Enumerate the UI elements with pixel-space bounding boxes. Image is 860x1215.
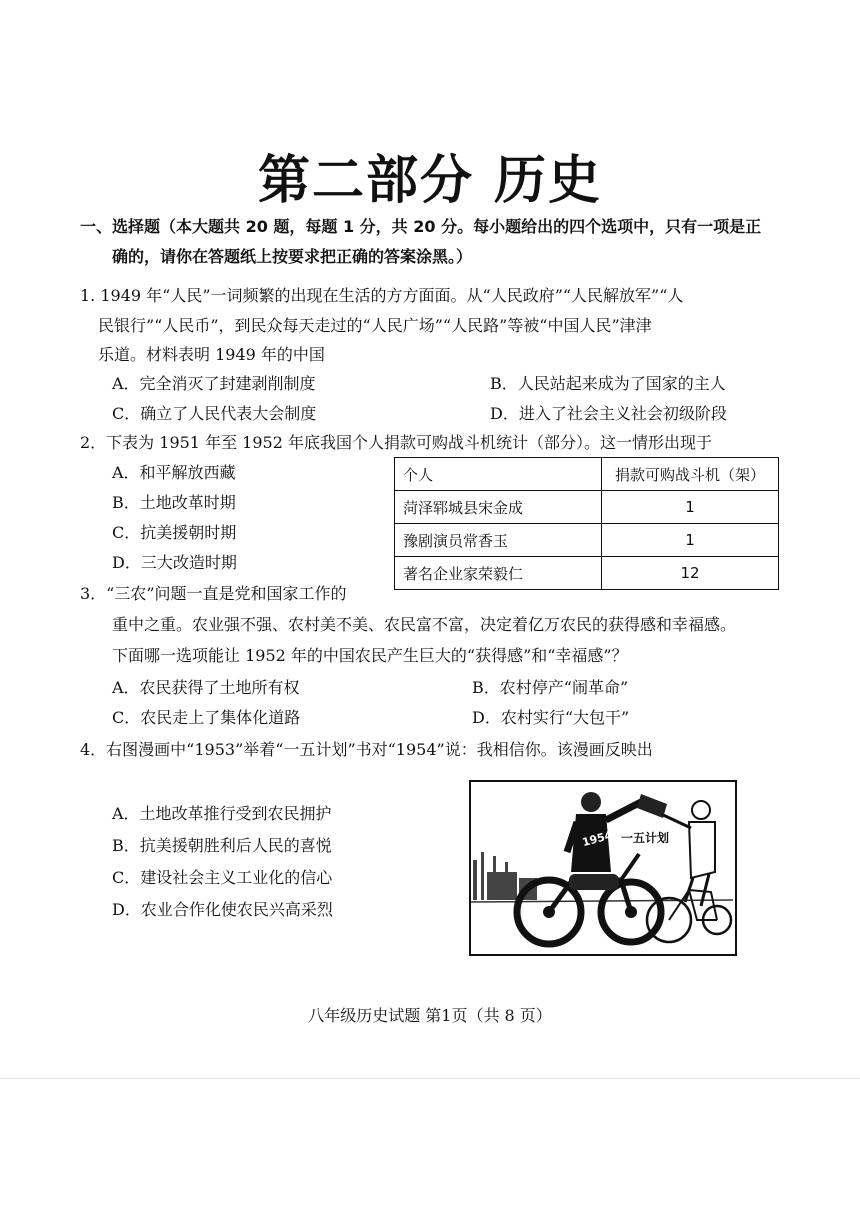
q3-option-b: B．农村停产“闹革命” — [472, 678, 629, 697]
section-heading-line1: 一、选择题（本大题共 20 题，每题 1 分，共 20 分。每小题给出的四个选项中，只有一项是正 — [80, 217, 762, 236]
q1-option-a: A．完全消灭了封建剥削制度 — [112, 374, 316, 393]
donation-table — [394, 457, 779, 590]
rider-label: 1954 — [580, 828, 614, 850]
q3-option-a: A．农民获得了土地所有权 — [112, 678, 300, 697]
page-divider — [0, 1078, 860, 1079]
q2-stem: 2．下表为 1951 年至 1952 年底我国个人捐款可购战斗机统计（部分）。这一情形出现于 — [80, 433, 712, 452]
q1-stem-line2: 民银行”“人民币”，到民众每天走过的“人民广场”“人民路”等被“中国人民”津津 — [98, 316, 652, 335]
q3-option-c: C．农民走上了集体化道路 — [112, 708, 301, 727]
cartoon-illustration — [471, 782, 735, 954]
q4-option-a: A．土地改革推行受到农民拥护 — [112, 804, 332, 823]
q2-option-d: D．三大改造时期 — [112, 553, 237, 572]
q1-option-b: B．人民站起来成为了国家的主人 — [490, 374, 726, 393]
q4-option-b: B．抗美援朝胜利后人民的喜悦 — [112, 836, 332, 855]
q2-option-c: C．抗美援朝时期 — [112, 523, 237, 542]
q1-stem-line3: 乐道。材料表明 1949 年的中国 — [98, 345, 325, 364]
q2-option-a: A．和平解放西藏 — [112, 463, 236, 482]
table-header-person: 个人 — [395, 458, 602, 491]
table-row — [395, 491, 779, 524]
table-cell-person: 豫剧演员常香玉 — [395, 524, 602, 557]
q3-stem-line3: 下面哪一选项能让 1952 年的中国农民产生巨大的“获得感”和“幸福感”？ — [112, 646, 628, 665]
table-header-fighters: 捐款可购战斗机（架） — [602, 458, 779, 491]
table-cell-fighters: 1 — [602, 491, 779, 524]
q4-option-c: C．建设社会主义工业化的信心 — [112, 868, 333, 887]
q2-option-b: B．土地改革时期 — [112, 493, 236, 512]
page-title: 第二部分 历史 — [257, 151, 603, 211]
section-heading-line2: 确的，请你在答题纸上按要求把正确的答案涂黑。） — [112, 247, 473, 266]
book-label: 一五计划 — [621, 831, 670, 845]
table-row — [395, 524, 779, 557]
table-cell-fighters: 12 — [602, 557, 779, 590]
q3-stem-line2: 重中之重。农业强不强、农村美不美、农民富不富，决定着亿万农民的获得感和幸福感。 — [112, 615, 737, 634]
page-footer: 八年级历史试题 第1页（共 8 页） — [308, 1006, 552, 1025]
table-cell-person: 菏泽郓城县宋金成 — [395, 491, 602, 524]
q1-stem-line1: 1. 1949 年“人民”一词频繁的出现在生活的方方面面。从“人民政府”“人民解放军”“人 — [80, 286, 684, 305]
rider-1953 — [661, 801, 715, 906]
table-cell-fighters: 1 — [602, 524, 779, 557]
table-row — [395, 557, 779, 590]
q1-option-d: D．进入了社会主义社会初级阶段 — [490, 404, 727, 423]
q4-cartoon — [469, 780, 737, 956]
table-header-row — [395, 458, 779, 491]
q3-stem-line1: 3．“三农”问题一直是党和国家工作的 — [80, 584, 347, 603]
q4-stem: 4．右图漫画中“1953”举着“一五计划”书对“1954”说：我相信你。该漫画反映出 — [80, 740, 653, 759]
table-cell-person: 著名企业家荣毅仁 — [395, 557, 602, 590]
q1-option-c: C．确立了人民代表大会制度 — [112, 404, 317, 423]
plan-book — [621, 794, 669, 845]
q4-option-d: D．农业合作化使农民兴高采烈 — [112, 900, 333, 919]
q3-option-d: D．农村实行“大包干” — [472, 708, 630, 727]
